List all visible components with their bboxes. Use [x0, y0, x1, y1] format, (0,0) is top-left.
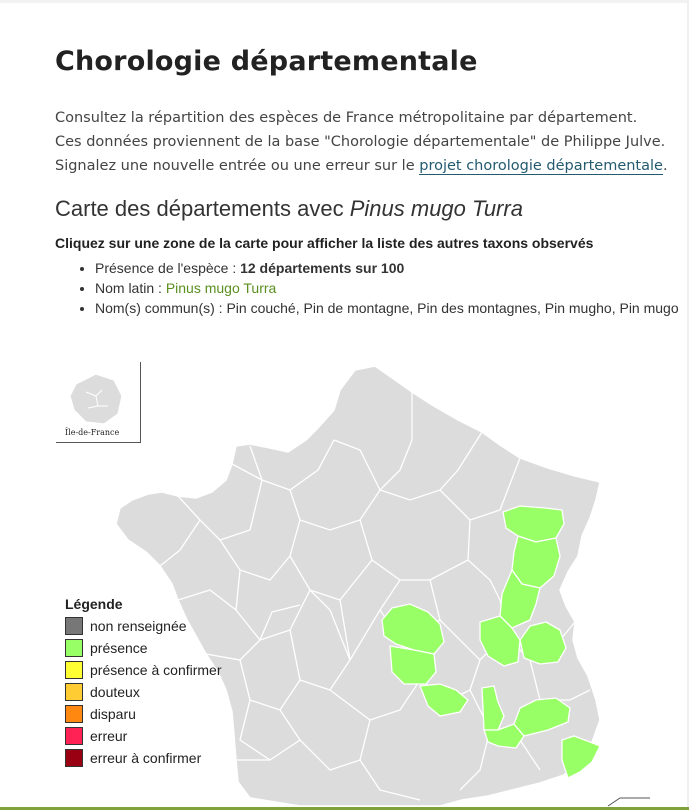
legend-item-not-filled	[65, 615, 222, 637]
map-heading-taxon: Pinus mugo Turra	[349, 196, 523, 221]
legend-swatch	[65, 727, 83, 745]
legend-swatch	[65, 683, 83, 701]
legend-item-disappeared	[65, 703, 222, 725]
legend-label: douteux	[90, 684, 140, 700]
map-heading	[55, 196, 523, 222]
presence-fact	[95, 258, 689, 278]
map-instruction: Cliquez sur une zone de la carte pour afficher la liste des autres taxons observés	[55, 235, 594, 251]
legend-label: présence à confirmer	[90, 662, 222, 678]
common-names-value: Pin couché, Pin de montagne, Pin des montagnes, Pin mugho, Pin mugo	[226, 300, 679, 316]
top-border	[0, 0, 689, 3]
species-facts	[55, 258, 689, 318]
legend-label: disparu	[90, 706, 136, 722]
ile-de-france-label: Île-de-France	[65, 428, 120, 437]
legend-item-doubtful	[65, 681, 222, 703]
chorology-project-link[interactable]: projet chorologie départementale	[419, 158, 663, 174]
presence-label: Présence de l'espèce :	[95, 260, 241, 276]
legend-item-error-to-confirm	[65, 747, 222, 769]
map-corner-fragment	[608, 798, 650, 806]
legend-swatch	[65, 705, 83, 723]
map-legend	[65, 596, 222, 769]
legend-swatch	[65, 639, 83, 657]
legend-swatch	[65, 749, 83, 767]
intro-text	[55, 106, 675, 178]
common-names-fact	[95, 298, 689, 318]
legend-item-presence	[65, 637, 222, 659]
legend-label: non renseignée	[90, 618, 187, 634]
intro-line-2: Ces données proviennent de la base "Chorologie départementale" de Philippe Julve.	[55, 134, 666, 150]
ile-de-france-shape[interactable]	[70, 374, 122, 424]
department-presence-12[interactable]	[562, 736, 600, 778]
page-title: Chorologie départementale	[55, 46, 478, 77]
legend-item-error	[65, 725, 222, 747]
legend-label: erreur	[90, 728, 128, 744]
legend-swatch	[65, 661, 83, 679]
common-label: Nom(s) commun(s) :	[95, 300, 227, 316]
latin-label: Nom latin :	[95, 280, 166, 296]
latin-name-fact	[95, 278, 689, 298]
legend-label: présence	[90, 640, 148, 656]
presence-value: 12 départements sur 100	[240, 260, 405, 276]
legend-swatch	[65, 617, 83, 635]
intro-line-3	[55, 154, 675, 178]
intro-line-3-suffix: .	[662, 158, 668, 174]
legend-item-presence-to-confirm	[65, 659, 222, 681]
intro-line-3-prefix: Signalez une nouvelle entrée ou une erreur sur le	[55, 158, 420, 174]
legend-title: Légende	[65, 596, 123, 612]
map-heading-prefix: Carte des départements avec	[55, 196, 350, 221]
intro-line-1: Consultez la répartition des espèces de France métropolitaine par département.	[55, 110, 638, 126]
legend-label: erreur à confirmer	[90, 750, 202, 766]
latin-name-value: Pinus mugo Turra	[165, 280, 277, 296]
